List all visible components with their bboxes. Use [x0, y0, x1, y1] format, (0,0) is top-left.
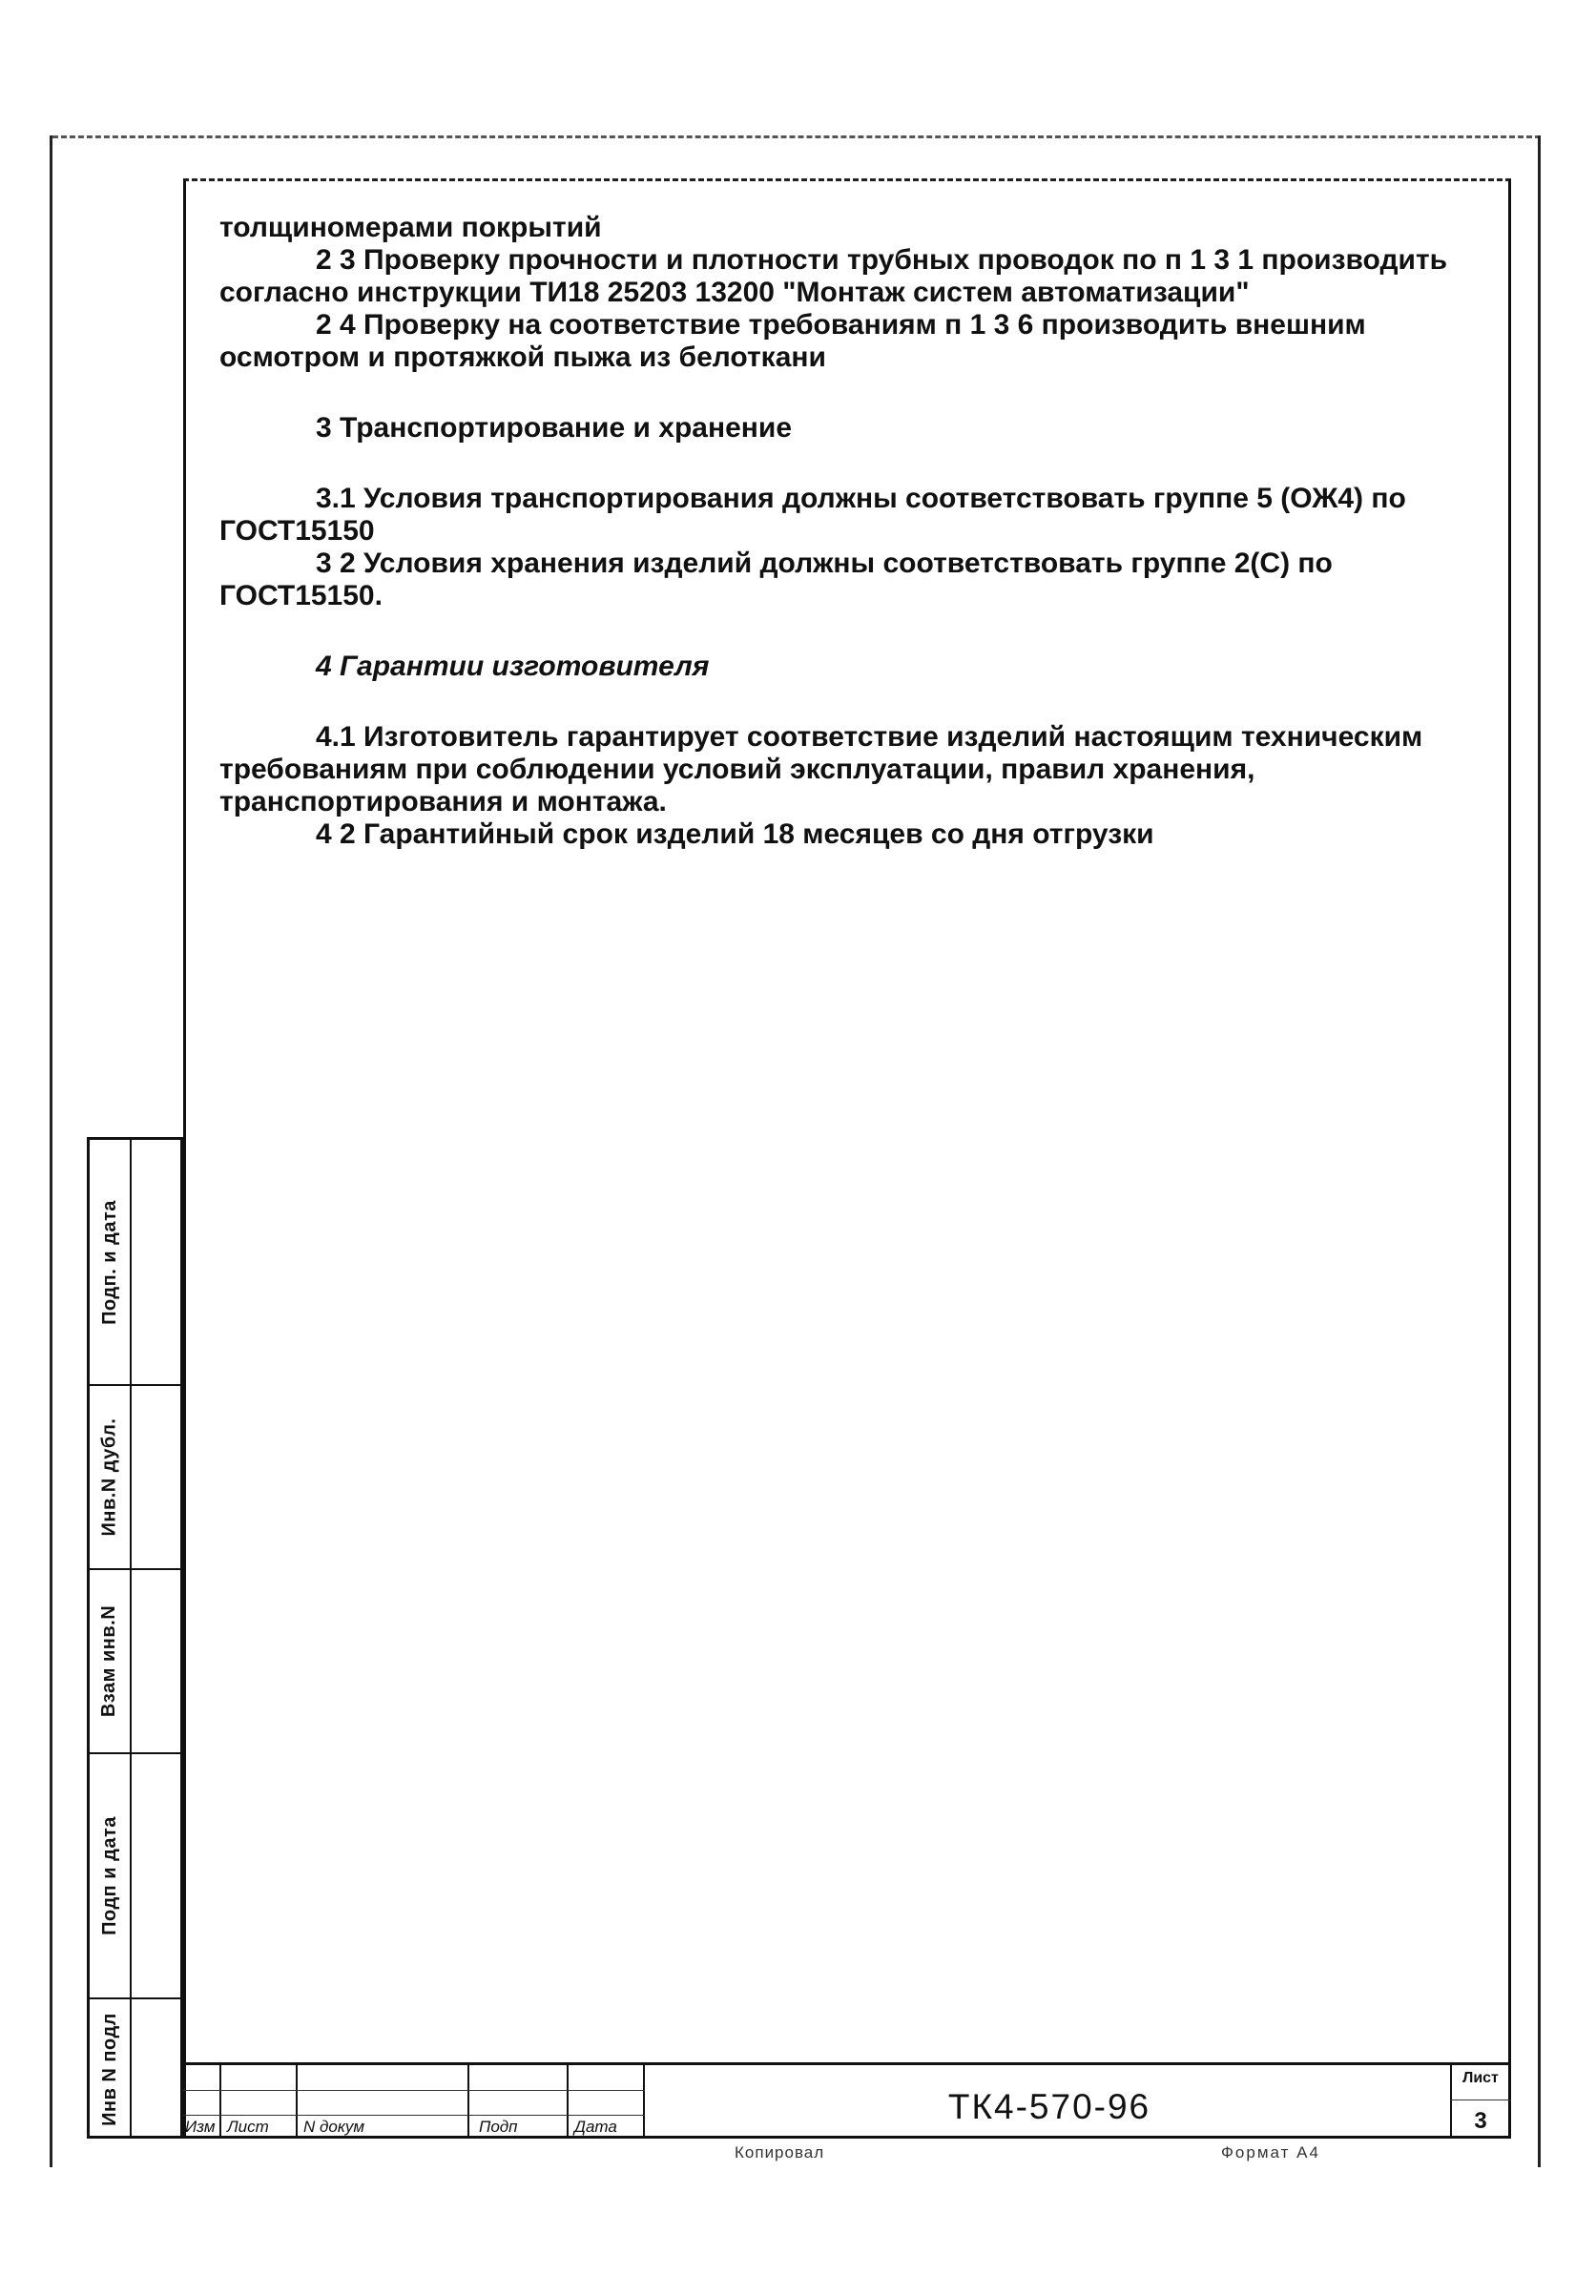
- side-cell-value: [130, 1754, 183, 1999]
- title-row-line: [183, 2090, 645, 2091]
- paragraph-4-1: 4.1 Изготовитель гарантирует соответствие изделий настоящим техническим требованиям при соблюдении условий эксплуатации, правил хранения, транспортирования и монтажа.: [219, 721, 1423, 817]
- section-heading-4: 4 Гарантии изготовителя: [316, 651, 710, 682]
- section-heading-3: 3 Транспортирование и хранение: [316, 412, 793, 444]
- paragraph-2-3: 2 3 Проверку прочности и плотности трубных проводок по п 1 3 1 производить согласно инструкции ТИ18 25203 13200 "Монтаж систем автоматизации": [219, 244, 1448, 308]
- side-label: Инв.N дубл.: [98, 1417, 120, 1537]
- page-top-edge: [52, 135, 1541, 138]
- title-col-sign: [469, 2065, 569, 2139]
- side-cell-dup-inv: [90, 1386, 130, 1570]
- side-cell-orig-inv: [90, 1999, 130, 2139]
- title-col-list: [221, 2065, 298, 2139]
- side-cell-value: [130, 1570, 183, 1754]
- title-row-line: [1450, 2099, 1511, 2100]
- paragraph-3-1: 3.1 Условия транспортирования должны соответствовать группе 5 (ОЖ4) по ГОСТ15150: [219, 483, 1406, 547]
- paragraph-3-2: 3 2 Условия хранения изделий должны соответствовать группе 2(С) по ГОСТ15150.: [219, 548, 1333, 611]
- side-cell-replace-inv: [90, 1570, 130, 1754]
- title-col-date: [569, 2065, 645, 2139]
- paragraph-2-4: 2 4 Проверку на соответствие требованиям п 1 3 6 производить внешним осмотром и протяжкой пыжа из белоткани: [219, 309, 1366, 373]
- title-col-izm: [183, 2065, 221, 2139]
- footer-copied: Копировал: [735, 2143, 825, 2162]
- title-col-label: Подп: [479, 2118, 518, 2136]
- title-col-label: N докум: [303, 2118, 365, 2136]
- side-label: Подп. и дата: [98, 1199, 120, 1325]
- side-cell-value: [130, 1386, 183, 1570]
- title-col-label: Лист: [227, 2118, 269, 2136]
- side-cell-sign-date-1: [90, 1140, 130, 1386]
- page-left-edge: [50, 135, 52, 2167]
- document-body: [219, 212, 1498, 851]
- side-stamp: [87, 1137, 183, 2139]
- document-number: ТК4-570-96: [947, 2087, 1151, 2126]
- title-col-docnum: [298, 2065, 469, 2139]
- footer-format: Формат А4: [1221, 2143, 1320, 2162]
- text-line: толщиномерами покрытий: [219, 212, 602, 243]
- side-label: Инв N подл: [98, 2012, 120, 2126]
- sheet-number: 3: [1474, 2108, 1487, 2134]
- side-cell-sign-date-2: [90, 1754, 130, 1999]
- side-cell-value: [130, 1999, 183, 2139]
- side-cell-value: [130, 1140, 183, 1386]
- title-col-label: Дата: [574, 2118, 617, 2136]
- title-row-line: [183, 2115, 645, 2116]
- page-right-edge: [1538, 135, 1541, 2167]
- sheet-label: Лист: [1462, 2070, 1499, 2086]
- paragraph-4-2: 4 2 Гарантийный срок изделий 18 месяцев со дня отгрузки: [316, 818, 1154, 850]
- title-col-label: Изм: [185, 2118, 216, 2136]
- side-label: Взам инв.N: [98, 1604, 120, 1718]
- side-label: Подп и дата: [98, 1816, 120, 1935]
